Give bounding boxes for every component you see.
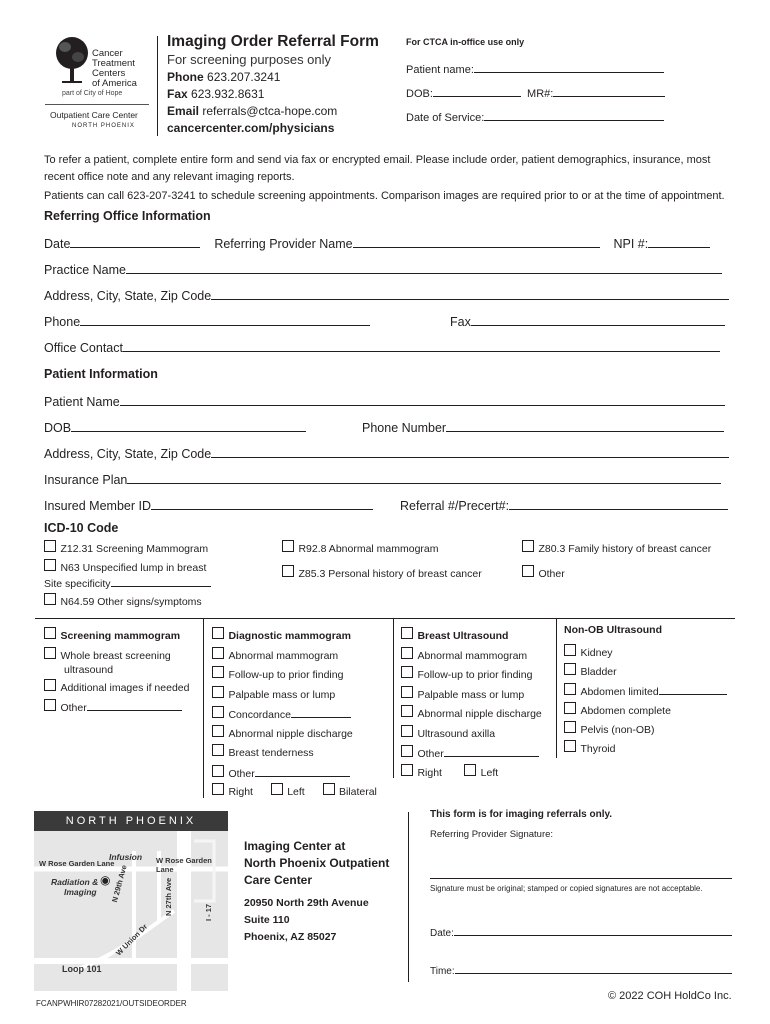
patient-dob-field[interactable] xyxy=(71,418,306,432)
insurance-field[interactable] xyxy=(127,470,721,484)
checkbox[interactable] xyxy=(44,679,56,691)
icd-r928[interactable]: R92.8 Abnormal mammogram xyxy=(282,539,439,557)
checkbox[interactable] xyxy=(401,666,413,678)
checkbox[interactable] xyxy=(564,683,576,695)
checkbox[interactable] xyxy=(44,540,56,552)
signature-date: Date: xyxy=(430,922,732,939)
office-mr-field[interactable] xyxy=(553,83,665,97)
diagnostic-abnormal[interactable]: Abnormal mammogram xyxy=(212,646,338,664)
checkbox-left[interactable] xyxy=(271,783,283,795)
row-practice: Practice Name xyxy=(44,260,722,277)
signature-field[interactable] xyxy=(430,878,732,879)
exam-divider-1 xyxy=(203,618,204,798)
checkbox[interactable] xyxy=(212,744,224,756)
header-divider xyxy=(157,36,158,136)
npi-field[interactable] xyxy=(648,234,710,248)
row-office-phone: Phone xyxy=(44,312,370,329)
checkbox[interactable] xyxy=(44,647,56,659)
signature-note: Signature must be original; stamped or copied signatures are not acceptable. xyxy=(430,884,703,893)
signature-time: Time: xyxy=(430,960,732,977)
screening-other-field[interactable] xyxy=(87,697,182,711)
concordance-field[interactable] xyxy=(291,704,351,718)
bus-other[interactable]: Other xyxy=(401,743,539,762)
icd-n63[interactable]: N63 Unspecified lump in breast xyxy=(44,558,206,576)
exam-divider-2 xyxy=(393,618,394,778)
provider-name-field[interactable] xyxy=(353,234,600,248)
contact-fax: Fax 623.932.8631 xyxy=(167,87,265,101)
checkbox[interactable] xyxy=(44,559,56,571)
nonob-thyroid[interactable]: Thyroid xyxy=(564,739,615,757)
office-patient-name-field[interactable] xyxy=(474,59,664,73)
abdomen-limited-field[interactable] xyxy=(659,681,727,695)
checkbox[interactable] xyxy=(212,666,224,678)
office-dob-field[interactable] xyxy=(433,83,521,97)
map-pin-icon: ◉ xyxy=(100,873,111,887)
office-dos-field[interactable] xyxy=(484,107,664,121)
checkbox[interactable] xyxy=(282,540,294,552)
office-address-field[interactable] xyxy=(211,286,729,300)
member-id-field[interactable] xyxy=(151,496,373,510)
patient-name-field[interactable] xyxy=(120,392,725,406)
checkbox[interactable] xyxy=(564,740,576,752)
checkbox-left[interactable] xyxy=(464,764,476,776)
logo-opcc: Outpatient Care Center xyxy=(50,110,138,120)
bus-laterality: Right Left xyxy=(401,763,498,781)
checkbox[interactable] xyxy=(44,627,56,639)
checkbox[interactable] xyxy=(212,686,224,698)
row-date-provider: Date Referring Provider Name NPI #: xyxy=(44,234,710,251)
logo-wordmark: Cancer Treatment Centers of America xyxy=(92,48,137,89)
office-fax-field[interactable] xyxy=(471,312,725,326)
diagnostic-tenderness[interactable]: Breast tenderness xyxy=(212,743,314,761)
diagnostic-laterality: Right Left Bilateral xyxy=(212,782,377,800)
map-title: NORTH PHOENIX xyxy=(34,811,228,831)
checkbox[interactable] xyxy=(212,765,224,777)
map-rose-2: W Rose Garden Lane xyxy=(156,856,212,874)
map-imaging: Imaging xyxy=(64,887,97,897)
office-use-heading: For CTCA in-office use only xyxy=(406,37,525,47)
referral-field[interactable] xyxy=(509,496,728,510)
checkbox[interactable] xyxy=(212,725,224,737)
diagnostic-palpable[interactable]: Palpable mass or lump xyxy=(212,685,335,703)
patient-address-field[interactable] xyxy=(211,444,729,458)
checkbox[interactable] xyxy=(212,706,224,718)
center-name-1: Imaging Center at xyxy=(244,839,346,853)
office-dob: DOB: MR#: xyxy=(406,83,665,100)
checkbox-right[interactable] xyxy=(401,764,413,776)
office-contact-field[interactable] xyxy=(123,338,720,352)
row-patient-dob: DOB xyxy=(44,418,306,435)
office-phone-field[interactable] xyxy=(80,312,370,326)
checkbox[interactable] xyxy=(401,686,413,698)
practice-field[interactable] xyxy=(126,260,722,274)
logo-part-of: part of City of Hope xyxy=(62,90,123,97)
referring-heading: Referring Office Information xyxy=(44,209,211,223)
icd-site-specificity: Site specificity xyxy=(44,573,211,592)
form-code: FCANPWHIR07282021/OUTSIDEORDER xyxy=(36,999,187,1008)
checkbox[interactable] xyxy=(401,745,413,757)
diagnostic-mammogram[interactable]: Diagnostic mammogram xyxy=(212,626,351,644)
nonob-bladder[interactable]: Bladder xyxy=(564,662,617,680)
row-insurance: Insurance Plan xyxy=(44,470,721,487)
map-n27: N 27th Ave xyxy=(164,877,173,916)
map-loop101: Loop 101 xyxy=(62,964,102,974)
nonob-abdomen-complete[interactable]: Abdomen complete xyxy=(564,701,671,719)
diagnostic-followup[interactable]: Follow-up to prior finding xyxy=(212,665,343,683)
diagnostic-concordance[interactable]: Concordance xyxy=(212,704,351,723)
checkbox[interactable] xyxy=(282,565,294,577)
signature-divider xyxy=(408,812,409,982)
bus-palpable[interactable]: Palpable mass or lump xyxy=(401,685,524,703)
icd-z803[interactable]: Z80.3 Family history of breast cancer xyxy=(522,539,711,557)
breast-ultrasound[interactable]: Breast Ultrasound xyxy=(401,626,508,644)
nonob-kidney[interactable]: Kidney xyxy=(564,643,613,661)
map-rose-1: W Rose Garden Lane xyxy=(39,859,115,868)
patient-heading: Patient Information xyxy=(44,367,158,381)
checkbox[interactable] xyxy=(44,593,56,605)
checkbox-right[interactable] xyxy=(212,783,224,795)
signature-label: Referring Provider Signature: xyxy=(430,829,554,840)
map-infusion: Infusion xyxy=(109,852,143,862)
row-patient-address: Address, City, State, Zip Code xyxy=(44,444,729,461)
non-ob-heading: Non-OB Ultrasound xyxy=(564,624,662,636)
copyright: © 2022 COH HoldCo Inc. xyxy=(608,990,732,1002)
icd-heading: ICD-10 Code xyxy=(44,521,119,535)
logo-divider xyxy=(45,104,149,105)
site-field[interactable] xyxy=(111,573,211,587)
icd-other[interactable]: Other xyxy=(522,564,565,582)
referral-notice: This form is for imaging referrals only. xyxy=(430,809,613,820)
map-radiation: Radiation & xyxy=(51,877,99,887)
row-member-id: Insured Member ID xyxy=(44,496,373,513)
checkbox[interactable] xyxy=(401,725,413,737)
center-name-3: Care Center xyxy=(244,873,313,887)
row-patient-name: Patient Name xyxy=(44,392,725,409)
row-patient-phone: Phone Number xyxy=(362,418,724,435)
map-n29: N 29th Ave xyxy=(110,864,129,904)
instructions: To refer a patient, complete entire form and send via fax or encrypted email. Please include order, patient demographics, insurance, most recent office note and any relevant imaging reports. Patients can call 623-207-3241 to schedule screening appointments. Comparison images are required prior to or at the time of appointment. xyxy=(44,154,725,202)
checkbox[interactable] xyxy=(401,705,413,717)
diagnostic-other[interactable]: Other xyxy=(212,763,350,782)
bus-followup[interactable]: Follow-up to prior finding xyxy=(401,665,532,683)
bus-abnormal[interactable]: Abnormal mammogram xyxy=(401,646,527,664)
screening-additional[interactable]: Additional images if needed xyxy=(44,678,189,696)
form-subtitle: For screening purposes only xyxy=(167,52,332,67)
icd-z1231[interactable]: Z12.31 Screening Mammogram xyxy=(44,539,208,557)
row-referral: Referral #/Precert#: xyxy=(400,496,728,513)
checkbox-bilateral[interactable] xyxy=(323,783,335,795)
office-patient-name: Patient name: xyxy=(406,59,664,76)
diagnostic-nipple[interactable]: Abnormal nipple discharge xyxy=(212,724,353,742)
nonob-pelvis[interactable]: Pelvis (non-OB) xyxy=(564,720,655,738)
checkbox[interactable] xyxy=(564,663,576,675)
contact-phone: Phone 623.207.3241 xyxy=(167,70,281,84)
exam-divider-3 xyxy=(556,618,557,758)
center-name-2: North Phoenix Outpatient xyxy=(244,856,390,870)
signature-time-field[interactable] xyxy=(455,960,732,974)
office-date-of-service: Date of Service: xyxy=(406,107,664,124)
exam-top-rule xyxy=(35,618,735,619)
checkbox[interactable] xyxy=(522,540,534,552)
checkbox[interactable] xyxy=(522,565,534,577)
checkbox[interactable] xyxy=(212,647,224,659)
date-field[interactable] xyxy=(70,234,200,248)
icd-z853[interactable]: Z85.3 Personal history of breast cancer xyxy=(282,564,482,582)
patient-phone-field[interactable] xyxy=(446,418,724,432)
screening-whole-breast[interactable]: Whole breast screening ultrasound xyxy=(44,646,171,676)
icd-n6459[interactable]: N64.59 Other signs/symptoms xyxy=(44,592,202,610)
logo-tree-icon xyxy=(54,35,90,92)
location-map xyxy=(34,811,228,991)
logo-location: NORTH PHOENIX xyxy=(72,123,135,129)
map-i17: I - 17 xyxy=(204,903,213,921)
signature-date-field[interactable] xyxy=(454,922,732,936)
center-city: Phoenix, AZ 85027 xyxy=(244,931,337,943)
bus-axilla[interactable]: Ultrasound axilla xyxy=(401,724,495,742)
map-union: W Union Dr xyxy=(114,922,150,958)
checkbox[interactable] xyxy=(564,644,576,656)
screening-mammogram[interactable]: Screening mammogram xyxy=(44,626,180,644)
center-street: 20950 North 29th Avenue xyxy=(244,897,369,909)
row-office-address: Address, City, State, Zip Code xyxy=(44,286,729,303)
checkbox[interactable] xyxy=(401,647,413,659)
form-title: Imaging Order Referral Form xyxy=(167,33,379,50)
bus-other-field[interactable] xyxy=(444,743,539,757)
center-suite: Suite 110 xyxy=(244,914,290,926)
checkbox[interactable] xyxy=(564,721,576,733)
checkbox[interactable] xyxy=(564,702,576,714)
checkbox[interactable] xyxy=(44,699,56,711)
checkbox[interactable] xyxy=(212,627,224,639)
bus-nipple[interactable]: Abnormal nipple discharge xyxy=(401,704,542,722)
checkbox[interactable] xyxy=(401,627,413,639)
contact-website: cancercenter.com/physicians xyxy=(167,121,335,135)
diagnostic-other-field[interactable] xyxy=(255,763,350,777)
screening-other[interactable]: Other xyxy=(44,697,182,716)
nonob-abdomen-limited[interactable]: Abdomen limited xyxy=(564,681,727,700)
contact-email: Email referrals@ctca-hope.com xyxy=(167,104,338,118)
row-office-fax: Fax xyxy=(450,312,725,329)
row-office-contact: Office Contact xyxy=(44,338,720,355)
